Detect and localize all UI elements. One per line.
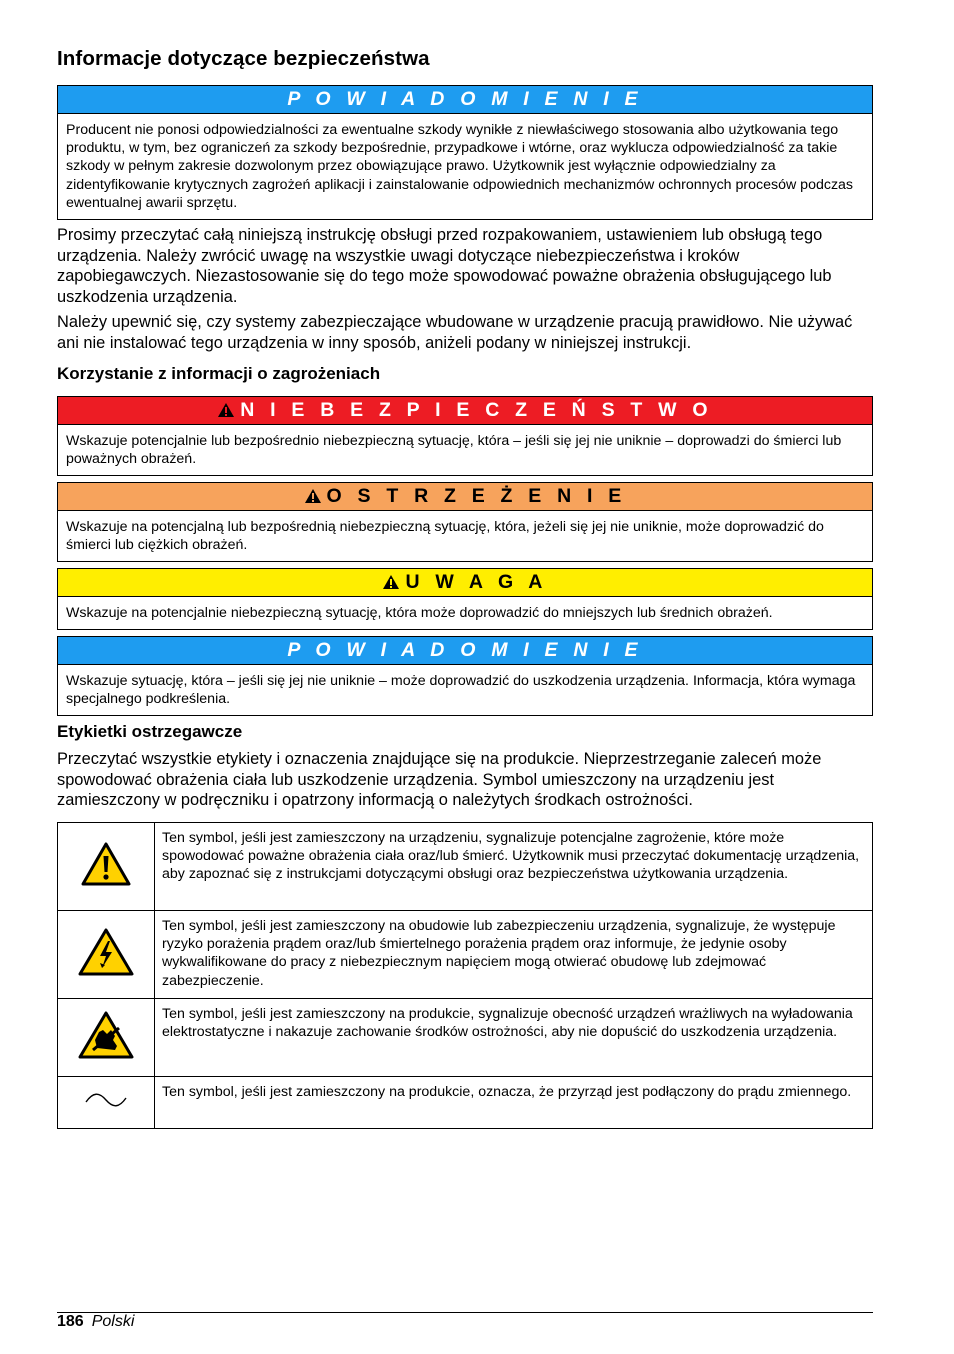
footer-language: Polski [91,1313,135,1330]
notice-header: P O W I A D O M I E N I E [58,637,872,665]
table-row [58,911,873,999]
symbol-description: Ten symbol, jeśli jest zamieszczony na obudowie lub zabezpieczeniu urządzenia, sygnalizuje, że występuje ryzyko porażenia prądem oraz/lub śmiertelnego porażenia prądem oraz informuje, że jedynie osoby wykwalifikowane do pracy z niebezpiecznym napięciem mogą otwierać obudowę lub zdejmować zabezpieczenie. [155,911,873,999]
notice-header: P O W I A D O M I E N I E [58,86,872,114]
danger-box [57,396,873,476]
general-warning-icon [80,874,132,891]
notice-text: Producent nie ponosi odpowiedzialności za ewentualne szkody wynikłe z niewłaściwego stosowania albo użytkowania tego produktu, w tym, bez ograniczeń za szkody bezpośrednie, przypadkowe i wtórne, oraz wyklucza odpowiedzialność za takie szkody w pełnym zakresie dozwolonym przez obowiązujące prawo. Użytkownik jest wyłącznie odpowiedzialny za zidentyfikowanie krytycznych zagrożeń aplikacji i zainstalowanie odpowiednich mechanizmów ochronnych procesów podczas ewentualnej awarii sprzętu. [66,122,854,211]
table-row [58,1077,873,1129]
symbol-description: Ten symbol, jeśli jest zamieszczony na produkcie, sygnalizuje obecność urządzeń wrażliwych na wyładowania elektrostatyczne i nakazuje zachowanie środków ostrożności, aby nie dopuścić do uszkodzenia urządzenia. [155,999,873,1077]
symbol-cell [58,1077,155,1129]
symbol-cell [58,999,155,1077]
page-number: 186 [57,1313,84,1330]
warning-triangle-icon [217,399,235,426]
symbol-cell [58,911,155,999]
caution-label: U W A G A [405,571,548,593]
danger-text: Wskazuje potencjalnie lub bezpośrednio niebezpieczną sytuację, która – jeśli się jej nie uniknie – doprowadzi do śmierci lub poważnych obrażeń. [66,433,842,468]
caution-box [57,568,873,630]
notice-box-disclaimer [57,85,873,220]
warning-triangle-icon [382,571,400,598]
notice-box-damage [57,636,873,716]
symbol-cell [58,823,155,911]
table-row [58,999,873,1077]
footer-divider [57,1312,873,1313]
warning-text: Wskazuje na potencjalną lub bezpośrednią niebezpieczną sytuację, która, jeżeli się jej nie uniknie, może doprowadzić do śmierci lub ciężkich obrażeń. [66,519,824,554]
safety-systems-paragraph: Należy upewnić się, czy systemy zabezpieczające wbudowane w urządzenie pracują prawidłowo. Nie używać ani nie instalować tego urządzenia w inny sposób, aniżeli podany w niniejszej instrukcji. [57,313,853,352]
section-heading-hazard-info: Korzystanie z informacji o zagrożeniach [57,364,381,383]
page-title: Informacje dotyczące bezpieczeństwa [57,47,430,70]
caution-header [58,569,872,597]
symbol-description: Ten symbol, jeśli jest zamieszczony na urządzeniu, sygnalizuje potencjalne zagrożenie, które może spowodować poważne obrażenia ciała oraz/lub śmierć. Użytkownik musi przeczytać dokumentację urządzenia, aby zapoznać się z instrukcjami dotyczącymi obsługi oraz bezpieczeństwa użytkowania urządzenia. [155,823,873,911]
page-footer [57,1313,134,1331]
alternating-current-icon [84,1095,128,1112]
danger-label: N I E B E Z P I E C Z E Ń S T W O [240,399,713,421]
notice-text: Wskazuje sytuację, która – jeśli się jej nie uniknie – może doprowadzić do uszkodzenia urządzenia. Informacja, która wymaga specjalnego podkreślenia. [66,673,856,708]
labels-paragraph: Przeczytać wszystkie etykiety i oznaczenia znajdujące się na produkcie. Nieprzestrzeganie zaleceń może spowodować obrażenia ciała lub uszkodzenie urządzenia. Symbol umieszczony na urządzeniu jest zamieszczony w podręczniku i opatrzony informacją o należytych środkach ostrożności. [57,750,822,809]
symbol-description: Ten symbol, jeśli jest zamieszczony na produkcie, oznacza, że przyrząd jest podłączony do prądu zmiennego. [155,1077,873,1129]
danger-header [58,397,872,425]
esd-sensitive-icon [77,1047,135,1064]
warning-label: O S T R Z E Ż E N I E [326,485,627,507]
table-row [58,823,873,911]
section-heading-warning-labels: Etykietki ostrzegawcze [57,722,243,741]
electrical-hazard-icon [77,964,135,981]
caution-text: Wskazuje na potencjalnie niebezpieczną sytuację, która może doprowadzić do mniejszych lub średnich obrażeń. [66,605,773,621]
warning-labels-table [57,822,873,1129]
warning-box [57,482,873,562]
intro-paragraph: Prosimy przeczytać całą niniejszą instrukcję obsługi przed rozpakowaniem, ustawieniem lub obsługą tego urządzenia. Należy zwrócić uwagę na wszystkie uwagi dotyczące niebezpieczeństwa i kroków zapobiegawczych. Niezastosowanie się do tego może spowodować poważne obrażenia obsługującego lub uszkodzenia urządzenia. [57,226,832,306]
warning-header [58,483,872,511]
warning-triangle-icon [304,485,322,512]
